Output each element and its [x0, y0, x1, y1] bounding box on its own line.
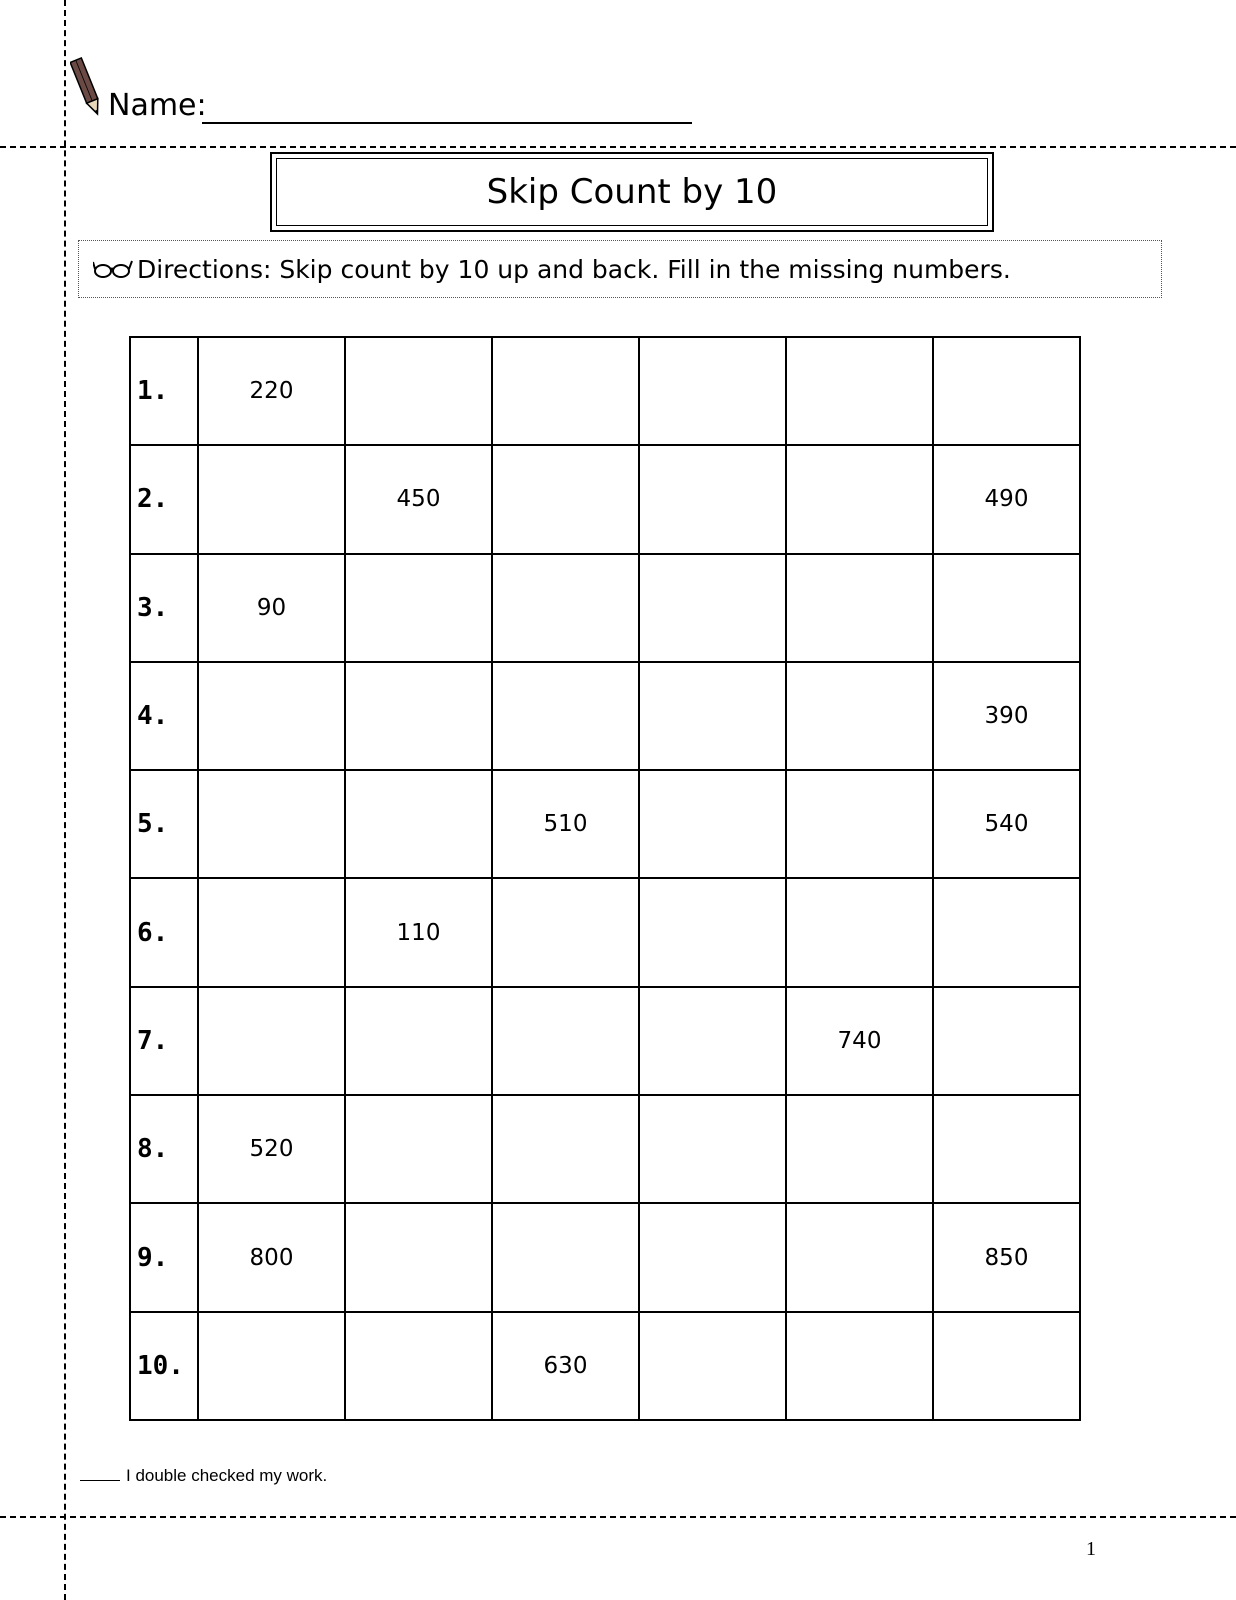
table-row	[130, 770, 1080, 878]
blank-answer-cell[interactable]	[639, 878, 786, 986]
page-title: Skip Count by 10	[276, 158, 988, 226]
blank-answer-cell[interactable]	[345, 770, 492, 878]
given-number-cell: 110	[345, 878, 492, 986]
directions-text: Directions: Skip count by 10 up and back. Fill in the missing numbers.	[137, 254, 1011, 284]
blank-answer-cell[interactable]	[345, 1095, 492, 1203]
pencil-icon	[70, 56, 104, 120]
blank-answer-cell[interactable]	[639, 554, 786, 662]
given-number-cell: 390	[933, 662, 1080, 770]
page-number: 1	[1086, 1538, 1096, 1560]
blank-answer-cell[interactable]	[933, 987, 1080, 1095]
blank-answer-cell[interactable]	[492, 337, 639, 445]
table-row	[130, 1312, 1080, 1420]
given-number-cell: 450	[345, 445, 492, 553]
blank-answer-cell[interactable]	[639, 337, 786, 445]
blank-answer-cell[interactable]	[492, 662, 639, 770]
row-label: 1.	[130, 337, 198, 445]
blank-answer-cell[interactable]	[933, 1095, 1080, 1203]
given-number-cell: 220	[198, 337, 345, 445]
table-row	[130, 987, 1080, 1095]
given-number-cell: 490	[933, 445, 1080, 553]
blank-answer-cell[interactable]	[492, 1095, 639, 1203]
row-label: 5.	[130, 770, 198, 878]
table-row	[130, 878, 1080, 986]
name-field[interactable]	[202, 122, 692, 124]
table-row	[130, 445, 1080, 553]
name-label: Name:	[108, 88, 207, 123]
blank-answer-cell[interactable]	[933, 878, 1080, 986]
table-row	[130, 662, 1080, 770]
blank-answer-cell[interactable]	[786, 1312, 933, 1420]
row-label: 2.	[130, 445, 198, 553]
number-grid	[129, 336, 1081, 1421]
given-number-cell: 740	[786, 987, 933, 1095]
given-number-cell: 520	[198, 1095, 345, 1203]
blank-answer-cell[interactable]	[786, 1203, 933, 1311]
double-check-line	[80, 1466, 327, 1486]
blank-answer-cell[interactable]	[786, 554, 933, 662]
blank-answer-cell[interactable]	[786, 445, 933, 553]
blank-answer-cell[interactable]	[933, 554, 1080, 662]
blank-answer-cell[interactable]	[492, 878, 639, 986]
blank-answer-cell[interactable]	[345, 337, 492, 445]
blank-answer-cell[interactable]	[198, 878, 345, 986]
blank-answer-cell[interactable]	[492, 1203, 639, 1311]
given-number-cell: 540	[933, 770, 1080, 878]
blank-answer-cell[interactable]	[786, 1095, 933, 1203]
row-label: 9.	[130, 1203, 198, 1311]
blank-answer-cell[interactable]	[786, 878, 933, 986]
given-number-cell: 630	[492, 1312, 639, 1420]
blank-answer-cell[interactable]	[345, 662, 492, 770]
table-row	[130, 1095, 1080, 1203]
top-cut-line	[0, 146, 1236, 148]
left-cut-line	[64, 0, 66, 1600]
blank-answer-cell[interactable]	[345, 1203, 492, 1311]
blank-answer-cell[interactable]	[345, 1312, 492, 1420]
blank-answer-cell[interactable]	[345, 987, 492, 1095]
blank-answer-cell[interactable]	[639, 1203, 786, 1311]
blank-answer-cell[interactable]	[639, 770, 786, 878]
blank-answer-cell[interactable]	[639, 445, 786, 553]
row-label: 8.	[130, 1095, 198, 1203]
given-number-cell: 850	[933, 1203, 1080, 1311]
blank-answer-cell[interactable]	[786, 337, 933, 445]
blank-answer-cell[interactable]	[786, 770, 933, 878]
row-label: 3.	[130, 554, 198, 662]
table-row	[130, 337, 1080, 445]
table-row	[130, 1203, 1080, 1311]
blank-answer-cell[interactable]	[198, 445, 345, 553]
blank-answer-cell[interactable]	[639, 662, 786, 770]
check-text: I double checked my work.	[126, 1466, 328, 1485]
blank-answer-cell[interactable]	[639, 987, 786, 1095]
table-row	[130, 554, 1080, 662]
bottom-cut-line	[0, 1516, 1236, 1518]
blank-answer-cell[interactable]	[492, 554, 639, 662]
blank-answer-cell[interactable]	[198, 662, 345, 770]
blank-answer-cell[interactable]	[198, 1312, 345, 1420]
blank-answer-cell[interactable]	[198, 770, 345, 878]
blank-answer-cell[interactable]	[345, 554, 492, 662]
given-number-cell: 510	[492, 770, 639, 878]
row-label: 7.	[130, 987, 198, 1095]
blank-answer-cell[interactable]	[492, 987, 639, 1095]
blank-answer-cell[interactable]	[639, 1095, 786, 1203]
glasses-icon	[93, 258, 133, 280]
blank-answer-cell[interactable]	[786, 662, 933, 770]
directions-box	[78, 240, 1162, 298]
blank-answer-cell[interactable]	[933, 1312, 1080, 1420]
blank-answer-cell[interactable]	[639, 1312, 786, 1420]
blank-answer-cell[interactable]	[198, 987, 345, 1095]
row-label: 10.	[130, 1312, 198, 1420]
title-box	[270, 152, 994, 232]
blank-answer-cell[interactable]	[933, 337, 1080, 445]
check-blank[interactable]	[80, 1466, 120, 1481]
blank-answer-cell[interactable]	[492, 445, 639, 553]
given-number-cell: 90	[198, 554, 345, 662]
row-label: 6.	[130, 878, 198, 986]
given-number-cell: 800	[198, 1203, 345, 1311]
row-label: 4.	[130, 662, 198, 770]
